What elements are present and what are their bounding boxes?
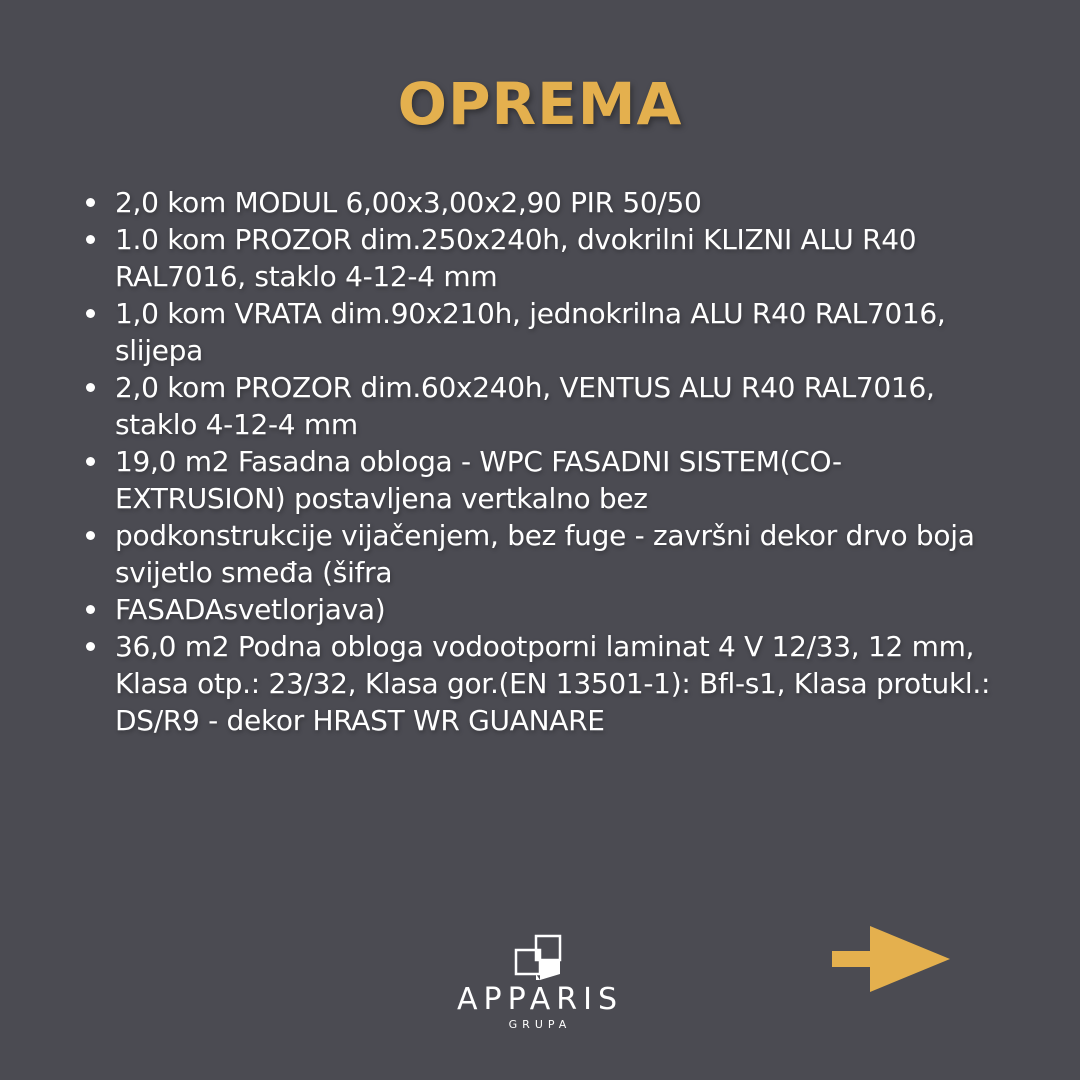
list-item-text: 1,0 kom VRATA dim.90x210h, jednokrilna ALU R40 RAL7016, slijepa [115,297,946,367]
bullet-icon [86,531,95,540]
list-item-text: podkonstrukcije vijačenjem, bez fuge - završni dekor drvo boja svijetlo smeđa (šifra [115,519,975,589]
list-item-text: FASADAsvetlorjava) [115,593,386,626]
list-item [86,591,1006,628]
logo-subtitle: GRUPA [508,1018,572,1031]
list-item [86,517,1006,591]
bullet-icon [86,605,95,614]
list-item [86,443,1006,517]
list-item-text: 36,0 m2 Podna obloga vodootporni laminat 4 V 12/33, 12 mm, Klasa otp.: 23/32, Klasa gor.(EN 13501-1): Bfl-s1, Klasa protukl.: DS/R9 - dekor HRAST WR GUANARE [115,630,991,737]
list-item [86,295,1006,369]
list-item-text: 2,0 kom MODUL 6,00x3,00x2,90 PIR 50/50 [115,186,702,219]
list-item-text: 2,0 kom PROZOR dim.60x240h, VENTUS ALU R40 RAL7016, staklo 4-12-4 mm [115,371,935,441]
list-item [86,221,1006,295]
bullet-icon [86,457,95,466]
list-item-text: 1.0 kom PROZOR dim.250x240h, dvokrilni KLIZNI ALU R40 RAL7016, staklo 4-12-4 mm [115,223,917,293]
apparis-logo [430,930,650,1040]
list-item [86,369,1006,443]
page-title: OPREMA [397,70,683,138]
bullet-icon [86,309,95,318]
arrow-right-icon[interactable] [832,926,950,992]
bullet-icon [86,642,95,651]
logo-wordmark: APPARIS [456,982,624,1017]
apparis-squares-icon [514,934,562,982]
bullet-icon [86,383,95,392]
equipment-list [86,184,1006,739]
list-item [86,628,1006,739]
bullet-icon [86,198,95,207]
list-item-text: 19,0 m2 Fasadna obloga - WPC FASADNI SISTEM(CO-EXTRUSION) postavljena vertkalno bez [115,445,842,515]
bullet-icon [86,235,95,244]
list-item [86,184,1006,221]
